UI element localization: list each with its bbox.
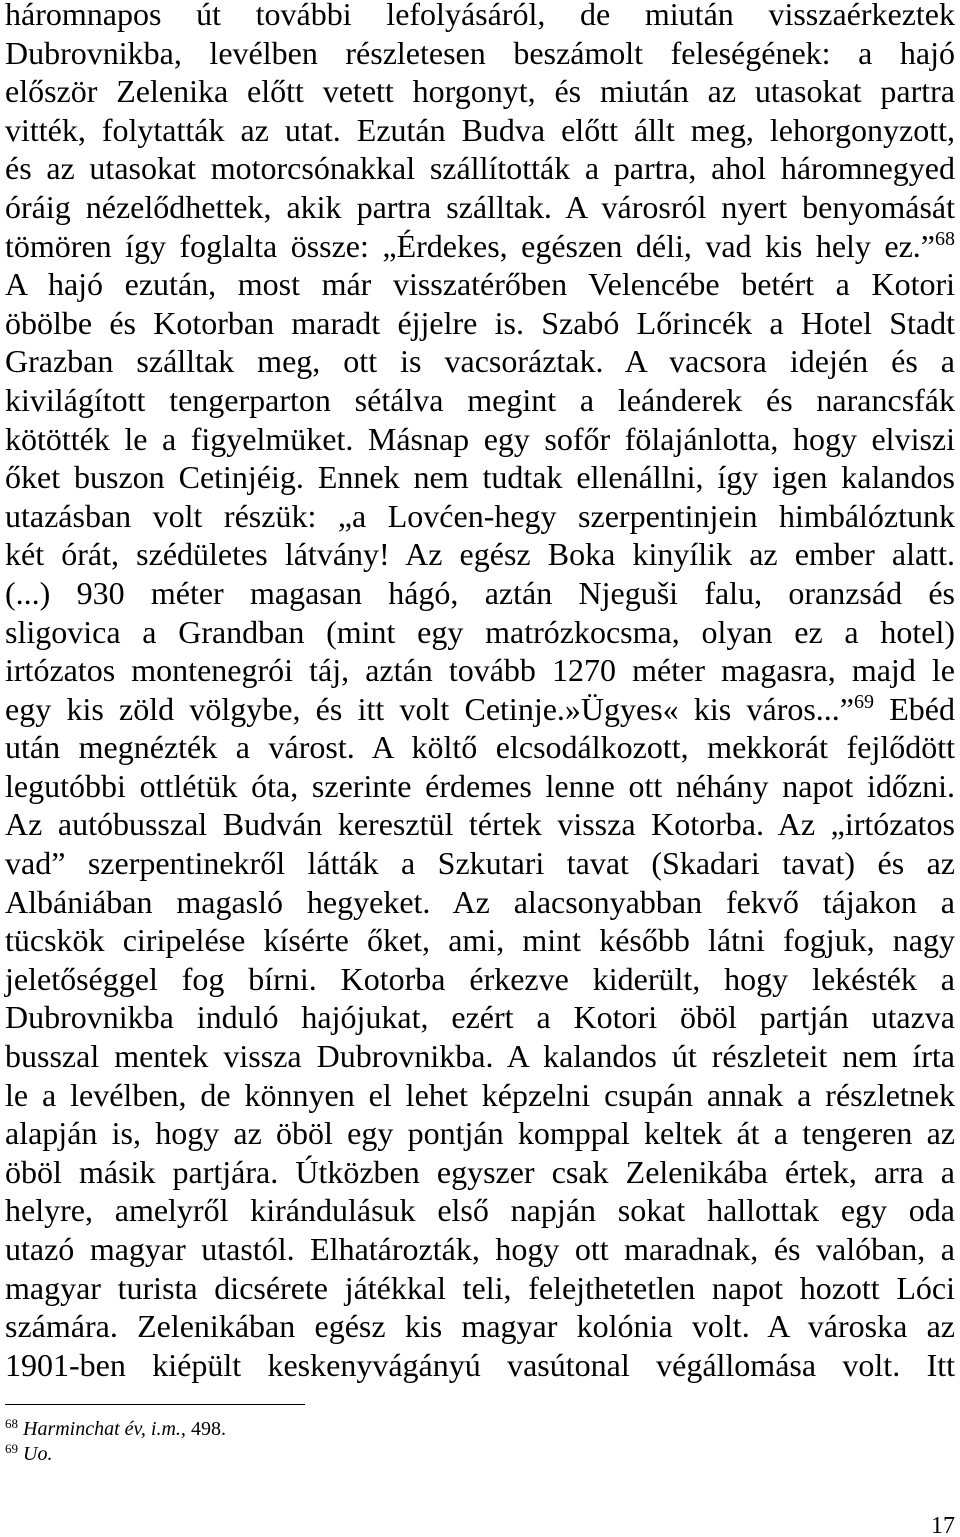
body-line: óráig nézelődhettek, akik partra szálltak. A városról nyert benyomását xyxy=(5,188,955,225)
body-line: őket buszon Cetinjéig. Ennek nem tudtak ellenállni, így igen kalandos xyxy=(5,459,955,496)
body-line: Dubrovnikba, levélben részletesen beszámolt feleségének: a hajó xyxy=(5,34,955,71)
footnote-reference: 68 xyxy=(935,227,955,250)
body-line: öböl másik partjára. Útközben egyszer csak Zelenikába értek, arra a xyxy=(5,1153,955,1190)
footnotes xyxy=(5,1417,905,1467)
body-line: vad” szerpentinekről látták a Szkutari tavat (Skadari tavat) és az xyxy=(5,845,955,882)
footnote-source: Harminchat év, i.m., xyxy=(23,1418,186,1440)
body-line xyxy=(5,227,955,271)
body-line: után megnézték a várost. A költő elcsodálkozott, mekkorát fejlődött xyxy=(5,729,955,766)
body-line: busszal mentek vissza Dubrovnikba. A kalandos út részleteit nem írta xyxy=(5,1038,955,1075)
page-number: 17 xyxy=(931,1513,955,1537)
footnote-reference: 69 xyxy=(854,690,875,713)
body-line: utazásban volt részük: „a Lovćen-hegy szerpentinjein himbálóztunk xyxy=(5,497,955,534)
body-line: A hajó ezután, most már visszatérőben Velencébe betért a Kotori xyxy=(5,266,955,303)
body-line: magyar turista dicsérete játékkal teli, felejthetetlen napot hozott Lóci xyxy=(5,1269,955,1306)
body-line: sligovica a Grandban (mint egy matrózkocsma, olyan ez a hotel) xyxy=(5,613,955,650)
body-line xyxy=(5,690,956,734)
body-line-tail: Ebéd xyxy=(874,690,956,727)
body-line: legutóbbi ottlétük óta, szerinte érdemes lenne ott néhány napot időzni. xyxy=(5,767,955,804)
footnote-item xyxy=(5,1442,905,1467)
body-line: alapján is, hogy az öböl egy pontján komppal keltek át a tengeren az xyxy=(5,1115,955,1152)
body-line: 1901-ben kiépült keskenyvágányú vasútonal végállomása volt. Itt xyxy=(5,1346,955,1383)
body-line: Dubrovnikba induló hajójukat, ezért a Kotori öböl partján utazva xyxy=(5,999,955,1036)
body-line: kötötték le a figyelmüket. Másnap egy sofőr fölajánlotta, hogy elviszi xyxy=(5,420,955,457)
body-line: két órát, szédületes látvány! Az egész Boka kinyílik az ember alatt. xyxy=(5,536,955,573)
footnote-page: 498. xyxy=(185,1418,226,1440)
footnote-separator xyxy=(5,1404,305,1405)
body-line: és az utasokat motorcsónakkal szállították a partra, ahol háromnegyed xyxy=(5,150,955,187)
body-line: (...) 930 méter magasan hágó, aztán Njeguši falu, oranzsád és xyxy=(5,574,955,611)
body-line: kivilágított tengerparton sétálva megint a leánderek és narancsfák xyxy=(5,381,955,418)
body-line: először Zelenika előtt vetett horgonyt, és miután az utasokat partra xyxy=(5,73,955,110)
body-line: öbölbe és Kotorban maradt éjjelre is. Szabó Lőrincék a Hotel Stadt xyxy=(5,304,955,341)
body-line: Albániában magasló hegyeket. Az alacsonyabban fekvő tájakon a xyxy=(5,883,955,920)
body-line: Grazban szálltak meg, ott is vacsoráztak. A vacsora idején és a xyxy=(5,343,955,380)
body-line: tücskök ciripelése kísérte őket, ami, mint később látni fogjuk, nagy xyxy=(5,922,955,959)
body-line: jeletőséggel fog bírni. Kotorba érkezve kiderült, hogy lekésték a xyxy=(5,960,955,997)
body-line: le a levélben, de könnyen el lehet képzelni csupán annak a részletnek xyxy=(5,1076,955,1113)
footnote-item xyxy=(5,1417,905,1442)
footnote-source: Uo. xyxy=(23,1443,53,1465)
body-line: helyre, amelyről kirándulásuk első napján sokat hallottak egy oda xyxy=(5,1192,955,1229)
body-line-text: tömören így foglalta össze: „Érdekes, egészen déli, vad kis hely ez.” xyxy=(5,227,935,264)
body-line-text: egy kis zöld völgybe, és itt volt Cetinje.»Ügyes« kis város...” xyxy=(5,690,855,727)
body-line: számára. Zelenikában egész kis magyar kolónia volt. A városka az xyxy=(5,1308,955,1345)
footnote-number: 69 xyxy=(5,1441,18,1456)
body-line: vitték, folytatták az utat. Ezután Budva előtt állt meg, lehorgonyzott, xyxy=(5,111,955,148)
body-text xyxy=(5,0,955,1389)
body-line: Az autóbusszal Budván keresztül tértek vissza Kotorba. Az „irtózatos xyxy=(5,806,955,843)
footnote-number: 68 xyxy=(5,1416,18,1431)
body-line: háromnapos út további lefolyásáról, de miután visszaérkeztek xyxy=(5,0,955,32)
body-line: utazó magyar utastól. Elhatározták, hogy ott maradnak, és valóban, a xyxy=(5,1231,955,1267)
body-line: irtózatos montenegrói táj, aztán tovább 1270 méter magasra, majd le xyxy=(5,652,955,689)
